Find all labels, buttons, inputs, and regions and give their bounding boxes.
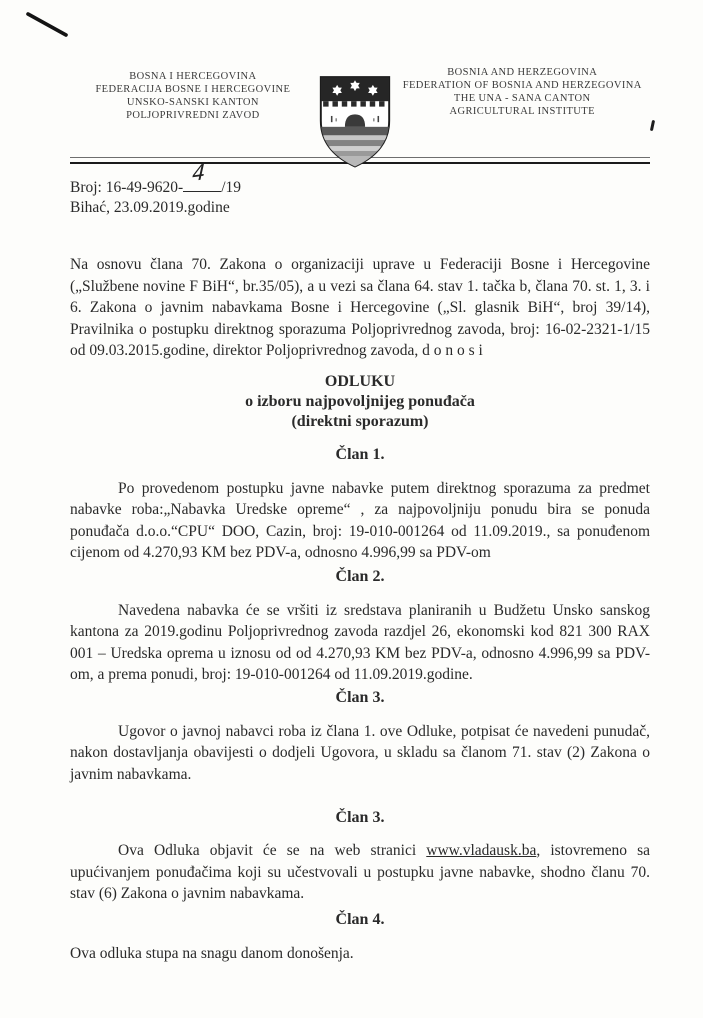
article-3b-heading: Član 3. xyxy=(335,809,385,826)
document-meta xyxy=(70,159,650,218)
article-3b-text-after: , istovremeno sa upućivanjem ponuđačima koji su učestvovali u postupku javne nabavke, shodno članu 70. stav (6) Zakona o javnim nabavkama. xyxy=(70,842,650,902)
place-and-date: Bihać, 23.09.2019.godine xyxy=(70,199,230,216)
reference-number-suffix: /19 xyxy=(221,179,242,196)
org-line: POLJOPRIVREDNI ZAVOD xyxy=(126,110,260,121)
org-line: THE UNA - SANA CANTON xyxy=(453,93,591,104)
coat-of-arms-emblem xyxy=(316,74,395,154)
handwritten-number: 4 xyxy=(191,159,206,187)
vladausk-link[interactable]: www.vladausk.ba xyxy=(426,842,537,859)
handwritten-number-blank xyxy=(183,159,221,192)
org-name-bosnian xyxy=(70,70,316,122)
org-line: AGRICULTURAL INSTITUTE xyxy=(449,106,595,117)
org-line: FEDERATION OF BOSNIA AND HERZEGOVINA xyxy=(402,80,642,91)
decision-title-line1: ODLUKU xyxy=(324,372,396,390)
org-line: BOSNIA AND HERZEGOVINA xyxy=(447,67,598,78)
article-1-body: Po provedenom postupku javne nabavke putem direktnog sporazuma za predmet nabavke roba:„Nabavka Uredske opreme“ , za najpovoljniju ponudu bira se ponuda ponuđača d.o.o.“CPU“ DOO, Cazin, broj: 19-010-001264 od 11.09.2019., sa ponuđenom cijenom od 4.270,93 KM bez PDV-a, odnosno 4.996,99 sa PDV-om xyxy=(70,479,650,561)
org-line: UNSKO-SANSKI KANTON xyxy=(126,97,259,108)
article-2-body: Navedena nabavka će se vršiti iz sredstava planiranih u Budžetu Unsko sanskog kantona za 2019.godinu Poljoprivrednog zavoda razdjel 26, ekonomski kod 821 300 RAX 001 – Uredska oprema u iznosu od od 4.270,93 KM bez PDV-a, odnosno 4.996,99 sa PDV-om, a prema ponudi, broj: 19-010-001264 od 11.09.2019.godine. xyxy=(70,601,650,683)
article-1-heading: Član 1. xyxy=(335,445,385,463)
org-line: BOSNA I HERCEGOVINA xyxy=(129,71,257,82)
org-line: FEDERACIJA BOSNE I HERCEGOVINE xyxy=(95,84,291,95)
ink-mark xyxy=(650,120,655,131)
decision-title-line3: (direktni sporazum) xyxy=(291,412,429,430)
article-3-heading: Član 3. xyxy=(335,688,385,706)
article-3b-text-before: Ova Odluka objavit će se na web stranici xyxy=(118,842,427,859)
reference-number xyxy=(70,159,650,198)
article-4-body: Ova odluka stupa na snagu danom donošenja. xyxy=(70,944,354,962)
preamble: Na osnovu člana 70. Zakona o organizaciji uprave u Federaciji Bosne i Hercegovine („Službene novine F BiH“, br.35/05), a u vezi sa člana 64. stav 1. tačka b, člana 70. st. 1, 3. i 6. Zakona o javnim nabavkama Bosne i Hercegovine („Sl. glasnik BiH“, broj 39/14), Pravilnika o postupku direktnog sporazuma Poljoprivrednog zavoda, broj: 16-02-2321-1/15 od 09.03.2015.godine, direktor Poljoprivrednog zavoda, d o n o s i xyxy=(70,256,650,359)
reference-number-prefix: Broj: 16-49-9620- xyxy=(70,179,184,196)
org-name-english xyxy=(394,66,650,118)
article-3-body: Ugovor o javnoj nabavci roba iz člana 1. ove Odluke, potpisat će navedeni punudač, nakon dostavljanja obavijesti o dodjeli Ugovora, u skladu sa članom 71. stav (2) Zakona o javnim nabavkama. xyxy=(70,722,650,783)
pen-stroke-mark xyxy=(0,0,110,60)
decision-title xyxy=(70,372,650,432)
article-4-heading: Član 4. xyxy=(335,910,385,928)
article-3b-body xyxy=(70,840,650,905)
letterhead xyxy=(70,66,650,154)
decision-title-line2: o izboru najpovoljnijeg ponuđača xyxy=(245,392,475,410)
article-2-heading: Član 2. xyxy=(335,567,385,585)
